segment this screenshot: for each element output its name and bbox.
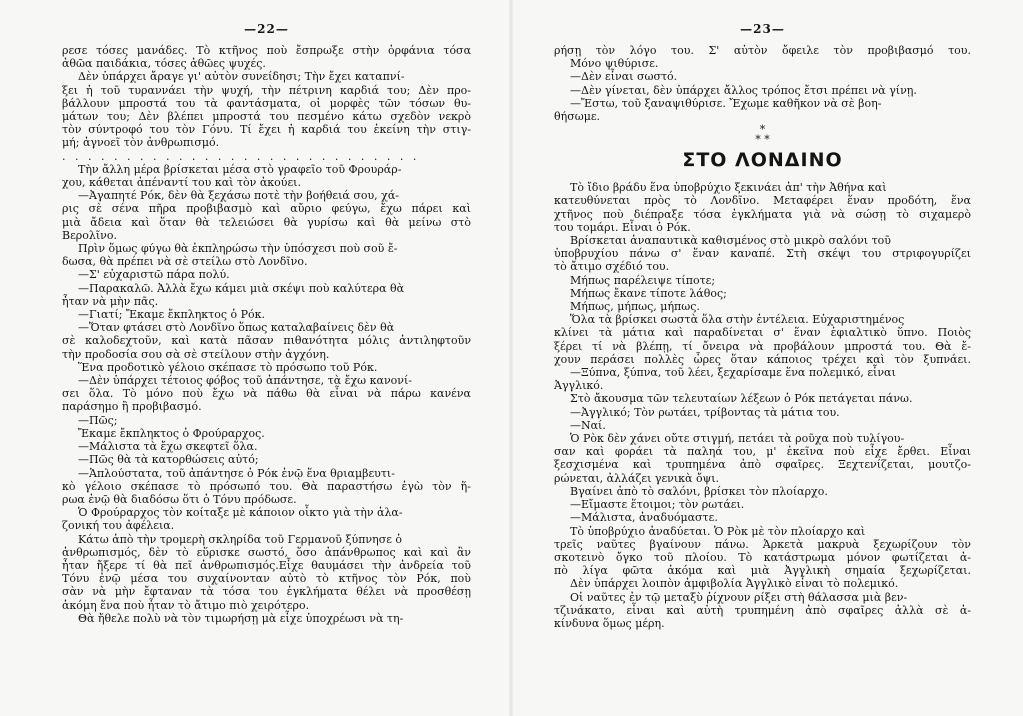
text-line: Τὸ ὑποβρύχιο ἀναδύεται. Ὁ Ρὸκ μὲ τὸν πλοίαρχο καὶ — [570, 524, 866, 538]
text-line: του τομάρι. Εἶναι ὁ Ρόκ. — [554, 220, 691, 234]
text-line: ὑποβρυχίου πάνω σ' ἕναν καναπέ. Στὴ σκέψι του στριφογυρίζει — [554, 247, 971, 261]
page-text — [554, 44, 971, 123]
text-line: ἀκόμη ἕνα ποὺ ἦταν τὸ ἄτιμο πιὸ χειρότερο. — [62, 598, 310, 612]
text-line: μιὰ ἄδεια καὶ ὅταν θὰ τελειώσει θὰ γυρίσω καὶ θὰ μείνω στὸ — [62, 215, 471, 229]
text-line: Μήπως παρέλειψε τίποτε; — [570, 273, 716, 287]
text-line: Οἱ ναῦτες ἐν τῷ μεταξὺ ῥίχνουν ρίξει στὴ θάλασσα μιὰ βεν- — [570, 590, 908, 604]
text-line: τὴν προδοσία σου σὰ σὲ στείλουν στὴν ἀγχόνη. — [62, 347, 330, 361]
text-line: Ἀγγλικό. — [554, 379, 604, 393]
asterism-top: * — [759, 123, 766, 137]
text-line: τὸ ἄτιμο σχέδιό του. — [554, 260, 670, 274]
text-line: —Ὅταν φτάσει στὸ Λονδῖνο ὅπως καταλαβαίνεις δὲν θὰ — [78, 321, 395, 335]
text-line: χουν περάσει πολλὲς ὧρες ὅταν κάποιος τρέχει καὶ τὸν ξυπνάει. — [554, 352, 971, 366]
text-line: ρήσῃ τὸν λόγο του. Σ' αὐτὸν ὄφειλε τὸν προβιβασμό του. — [554, 44, 971, 57]
text-line: ρις σὲ σένα πῆρα προβιβασμὸ καὶ αὔριο φεύγω, ἔχω πάρει καὶ — [62, 202, 471, 216]
text-line: Κάτω ἀπὸ τὴν τρομερὴ σκληρίδα τοῦ Γερμανοῦ ξύπνησε ὁ — [78, 532, 403, 546]
text-line: ρωα ἐνῷ θὰ διαδόσω ὅτι ὁ Τόνυ πρόδωσε. — [62, 492, 297, 506]
text-line: τὸν σύντροφό του τὸν Γόνυ. Τί ἔχει ἡ καρδιά του ἐκείνη τὴν στιγ- — [62, 123, 471, 137]
text-line: —Πῶς; — [78, 413, 118, 427]
text-line: —Πῶς θὰ τὰ κατορθώσεις αὐτό; — [78, 453, 259, 467]
text-line: —Γιατί; Ἔκαμε ἔκπληκτος ὁ Ρόκ. — [78, 308, 266, 322]
text-line: κατευθύνεται πρὸς τὸ Λονδῖνο. Μεταφέρει ἕναν προδότη, ἕνα — [554, 194, 971, 208]
text-line: Ὁ Ρὸκ δὲν χάνει οὔτε στιγμή, πετάει τὰ ροῦχα ποὺ τυλίγου- — [570, 432, 905, 446]
text-line: ξεσχισμένα καὶ τρυπημένα ἀπὸ σφαῖρες. Ξεχτενίζεται, μουτζο- — [554, 458, 971, 472]
text-line: χτῆνος ποὺ διέπραξε τόσα ἐγκλήματα γιὰ νὰ σώσῃ τὸ σιχαμερὸ — [554, 207, 971, 221]
text-line: Ἕνα προδοτικὸ γέλοιο σκέπασε τὸ πρόσωπο τοῦ Ρόκ. — [78, 360, 378, 374]
text-line: ἦταν νὰ μὴν πᾶς. — [62, 294, 159, 308]
text-line: Ἔκαμε ἔκπληκτος ὁ Φρούραρχος. — [78, 426, 265, 440]
text-line: —Δὲν ὑπάρχει τέτοιος φόβος τοῦ ἀπάντησε, τὰ ἔχω κανονί- — [78, 374, 412, 388]
text-line: —Ἁπλούστατα, τοῦ ἀπάντησε ὁ Ρόκ ἐνῷ ἕνα θριαμβευτι- — [78, 466, 395, 480]
text-line: Ὁ Φρούραρχος τὸν κοίταξε μὲ κάποιον οἶκτο γιὰ τὴν ἀλα- — [78, 506, 403, 520]
text-line: σκοτεινὸ ὄγκο τοῦ πλοίου. Τὸ κατάστρωμα μόνον φωτίζεται ἀ- — [554, 550, 971, 564]
text-line: —Ἀγαπητέ Ρόκ, δὲν θὰ ξεχάσω ποτὲ τὴν βοήθειά σου, χά- — [78, 189, 399, 203]
page-text — [554, 181, 971, 630]
text-line: Βγαίνει ἀπὸ τὸ σαλόνι, βρίσκει τὸν πλοίαρχο. — [570, 484, 828, 498]
left-page — [0, 0, 511, 716]
page-number: —22— — [244, 22, 289, 36]
text-line: Μόνο ψιθύρισε. — [570, 57, 659, 71]
text-line: Πρὶν ὅμως φύγω θὰ ἐκπληρώσω τὴν ὑπόσχεσι ποὺ σοῦ ἔ- — [78, 242, 398, 256]
text-line: —Ναί. — [570, 418, 606, 432]
text-line: Δὲν ὑπάρχει λοιπὸν ἀμφιβολία Ἀγγλικὸ εἶναι τὸ πολεμικό. — [570, 577, 899, 591]
text-line: σει ὅλα. Τὸ μόνο ποὺ ἔχω νὰ πάθω θὰ εἶναι νὰ πάρω κανένα — [62, 387, 471, 401]
page-number: —23— — [740, 22, 785, 36]
text-line: . . . . . . . . . . . . . . . . . . . . . . . . . . . . — [62, 149, 420, 163]
text-line: κλίνει τὰ μάτια καὶ παραδίνεται σ' ἕναν ἐφιαλτικὸ ὕπνο. Ποιὸς — [554, 326, 971, 340]
text-line: —Μάλιστα, ἀναδυόμαστε. — [570, 511, 718, 525]
text-line: ξέρει τί νὰ βλέπῃ, τί ὄνειρα νὰ προβάλουν μπροστά του. Θὰ ἔ- — [554, 339, 971, 353]
text-line: Δὲν ὑπάρχει ἄραγε γι' αὐτὸν συνείδησι; Τὴν ἔχει καταπνί- — [78, 70, 405, 84]
text-line: —Ξύπνα, ξύπνα, τοῦ λέει, ξεχαρίσαμε ἕνα πολεμικό, εἶναι — [570, 366, 896, 380]
section-separator — [554, 125, 971, 145]
text-line: σὰν νὰ μὴν ἔφταναν τὰ τόσα του ἐγκλήματα θέλει νὰ προσθέσῃ — [62, 585, 471, 599]
text-line: Βρίσκεται ἀναπαυτικὰ καθισμένος στὸ μικρὸ σαλόνι τοῦ — [570, 234, 891, 248]
page-text — [62, 44, 471, 625]
text-line: Στὸ ἄκουσμα τῶν τελευταίων λέξεων ὁ Ρόκ πετάγεται πάνω. — [570, 392, 913, 406]
text-line: κίνδυνα ὅμως μέρη. — [554, 616, 665, 630]
text-line: —Σ' εὐχαριστῶ πάρα πολύ. — [78, 268, 230, 282]
text-line: ρώνεται, ἀλλάζει γενικὰ ὄψι. — [554, 471, 720, 485]
text-line: ζονική του ἀφέλεια. — [62, 519, 175, 533]
text-line: Τὸ ἴδιο βράδυ ἕνα ὑποβρύχιο ξεκινάει ἀπ' τὴν Ἀθήνα καὶ — [570, 181, 887, 195]
text-line: τρεῖς ναῦτες βγαίνουν πάνω. Ἀρκετὰ μακρυὰ ξεχωρίζουν τὸν — [554, 537, 971, 551]
text-line: Μήπως ἔκανε τίποτε λάθος; — [570, 286, 727, 300]
text-line: —Ἀγγλικό; Τὸν ρωτάει, τρίβοντας τὰ μάτια του. — [570, 405, 840, 419]
text-line: δωσα, θὰ πρέπει νὰ σὲ στείλω στὸ Λονδῖνο. — [62, 255, 308, 269]
text-line: Βερολῖνο. — [62, 228, 117, 242]
text-line: —Δὲν γίνεται, δὲν ὑπάρχει ἄλλος τρόπος ἔτσι πρέπει νὰ γίνῃ. — [570, 83, 917, 97]
text-line: σαν καὶ φοράει τὰ παληά του, μ' ἐκεῖνα ποὺ εἶχε ἔρθει. Εἶναι — [554, 445, 971, 459]
text-line: βάλλουν μπροστά του τὰ φαντάσματα, οἱ μορφὲς τῶν τόσων θυ- — [62, 96, 471, 110]
text-line: σὲ καλοδεχτοῦν, καὶ κατὰ πᾶσαν πιθανότητα μόλις ἀντιληφτοῦν — [62, 334, 471, 348]
text-line: —Δὲν εἶναι σωστό. — [570, 70, 678, 84]
text-line: θήσωμε. — [554, 110, 601, 124]
text-line: Θὰ ἤθελε πολὺ νὰ τὸν τιμωρήσῃ μὰ εἶχε ὑποχρέωσι νὰ τη- — [78, 611, 404, 625]
text-line: —Εἴμαστε ἕτοιμοι; τὸν ρωτάει. — [570, 498, 745, 512]
text-line: Τὴν ἄλλη μέρα βρίσκεται μέσα στὸ γραφεῖο τοῦ Φρουράρ- — [78, 162, 402, 176]
text-line: ρεσε τόσες μανάδες. Τὸ κτῆνος ποὺ ἔσπρωξε στὴν ὀρφάνια τόσα — [62, 44, 471, 57]
text-line: Ὅλα τὰ βρίσκει σωστὰ ὅλα στὴν ἐντέλεια. Εὐχαριστημένος — [570, 313, 905, 327]
text-line: Τόνυ ἐνῷ μέσα του συχαίνονταν αὐτὸ τὸ κτῆνος τὸν Ρόκ, ποὺ — [62, 572, 471, 586]
text-line: ἦταν ἤξερε τί θὰ πεῖ ἀνθρωπισμός.Εἶχε θαυμάσει τὴν ἀνδρεία τοῦ — [62, 558, 471, 572]
text-line: τζινάκατο, εἶναι καὶ αὐτὴ τρυπημένη ἀπὸ σφαῖρες ἀλλὰ σὲ ἀ- — [554, 603, 971, 617]
text-line: ξει ἡ τοῦ τυραννάει τὴν ψυχή, τὴν πέτρινη καρδιά του; Δὲν προ- — [62, 83, 471, 97]
text-line: —Ἔστω, τοῦ ξαναψιθύρισε. Ἔχωμε καθῆκον νὰ σὲ βοη- — [570, 96, 882, 110]
text-line: ἀνθρωπισμός, δὲν τὸ εὕρισκε σωστό, ὅσο ἀπάνθρωπος καὶ καὶ ἂν — [62, 545, 471, 559]
text-line: μή; ἀγνοεῖ τὸν ἀνθρωπισμό. — [62, 136, 220, 150]
text-line: χου, κάθεται ἀπέναντί του καὶ τὸν ἀκούει. — [62, 176, 301, 190]
right-page — [512, 0, 1023, 716]
text-line: ἀθῶα παιδάκια, τόσες ἀθῶες ψυχές. — [62, 57, 266, 71]
text-line: παράσημο ἢ προβιβασμό. — [62, 400, 202, 414]
text-line: —Παρακαλῶ. Ἀλλὰ ἔχω κάμει μιὰ σκέψι ποὺ καλύτερα θὰ — [78, 281, 405, 295]
text-line: μάτων του; Δὲν βλέπει μπροστά του πεσμένο κάτω σχεδὸν νεκρὸ — [62, 110, 471, 124]
asterism-bottom: * * — [755, 133, 770, 147]
text-line: πὸ λίγα φῶτα ἀκόμα καὶ μιὰ Ἀγγλικὴ σημαία ξεχωρίζεται. — [554, 564, 971, 578]
text-line: —Μάλιστα τὰ ἔχω σκεφτεῖ ὅλα. — [78, 440, 258, 454]
text-line: κὸ γέλοιο σκέπασε τὸ πρόσωπό του. Θὰ παραστήσω ἐγὼ τὸν ἥ- — [62, 479, 471, 493]
text-line: Μήπως, μήπως, μήπως. — [570, 300, 700, 314]
chapter-title: ΣΤΟ ΛΟΝΔΙΝΟ — [682, 149, 843, 172]
